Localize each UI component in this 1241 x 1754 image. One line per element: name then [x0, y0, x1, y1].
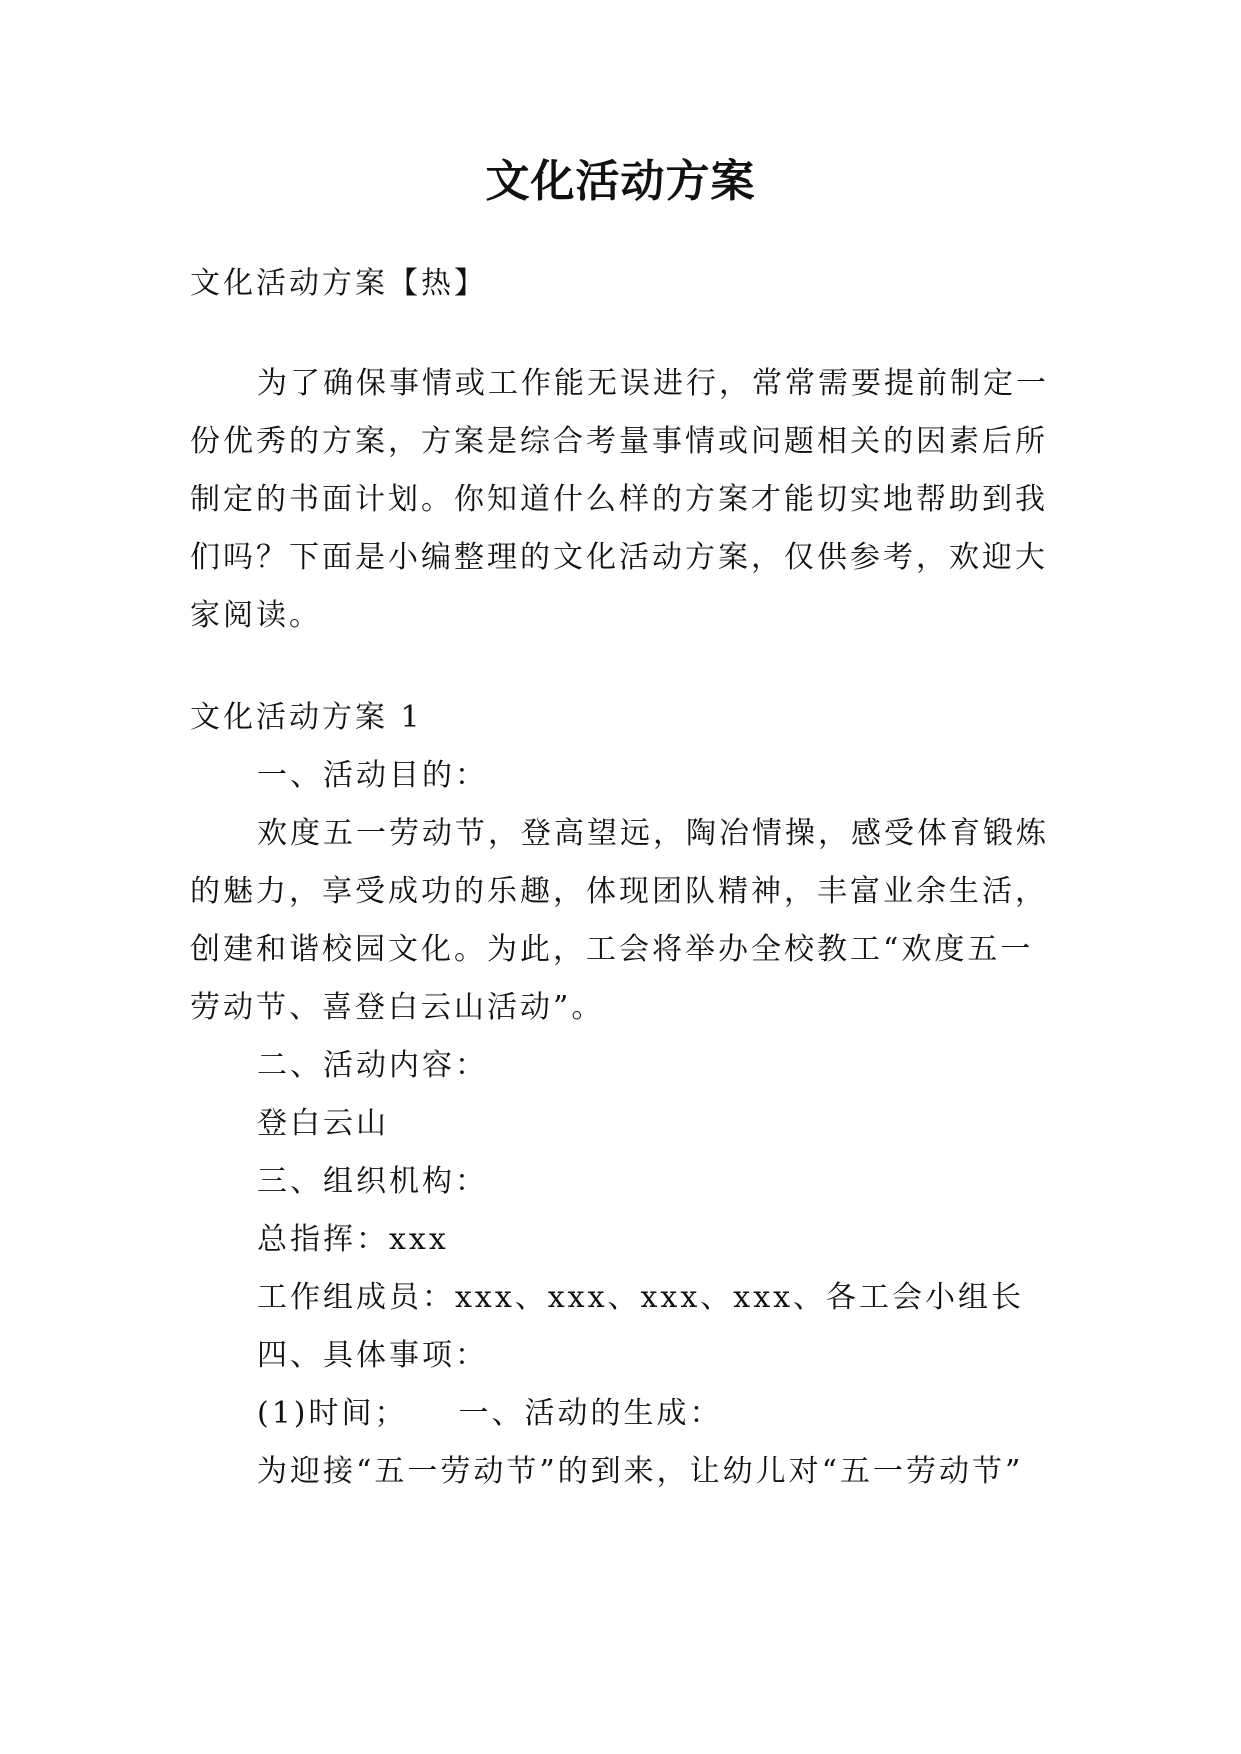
body-line: 的魅力，享受成功的乐趣，体现团队精神，丰富业余生活，	[190, 874, 1048, 909]
body-line: 二、活动内容：	[257, 1048, 488, 1083]
body-line: 工作组成员：xxx、xxx、xxx、xxx、各工会小组长	[257, 1280, 1025, 1315]
body-line: 劳动节、喜登白云山活动”。	[190, 990, 605, 1025]
section-heading: 文化活动方案 1	[190, 700, 423, 735]
intro-line: 份优秀的方案，方案是综合考量事情或问题相关的因素后所	[190, 424, 1048, 459]
page-title: 文化活动方案	[485, 156, 756, 207]
intro-line: 制定的书面计划。你知道什么样的方案才能切实地帮助到我	[190, 482, 1048, 517]
body-line: 四、具体事项：	[257, 1338, 488, 1373]
body-line: (1)时间； 一、活动的生成：	[257, 1396, 723, 1431]
intro-line: 们吗？下面是小编整理的文化活动方案，仅供参考，欢迎大	[190, 540, 1048, 575]
body-line: 三、组织机构：	[257, 1164, 488, 1199]
body-line: 登白云山	[257, 1106, 389, 1141]
body-line: 一、活动目的：	[257, 758, 488, 793]
body-line: 欢度五一劳动节，登高望远，陶冶情操，感受体育锻炼	[257, 816, 1049, 851]
body-line: 为迎接“五一劳动节”的到来，让幼儿对“五一劳动节”	[257, 1454, 1024, 1489]
intro-line: 家阅读。	[190, 598, 322, 633]
document-subtitle: 文化活动方案【热】	[190, 266, 487, 301]
body-line: 总指挥：xxx	[257, 1222, 449, 1257]
body-line: 创建和谐校园文化。为此，工会将举办全校教工“欢度五一	[190, 932, 1034, 967]
intro-line: 为了确保事情或工作能无误进行，常常需要提前制定一	[257, 366, 1049, 401]
